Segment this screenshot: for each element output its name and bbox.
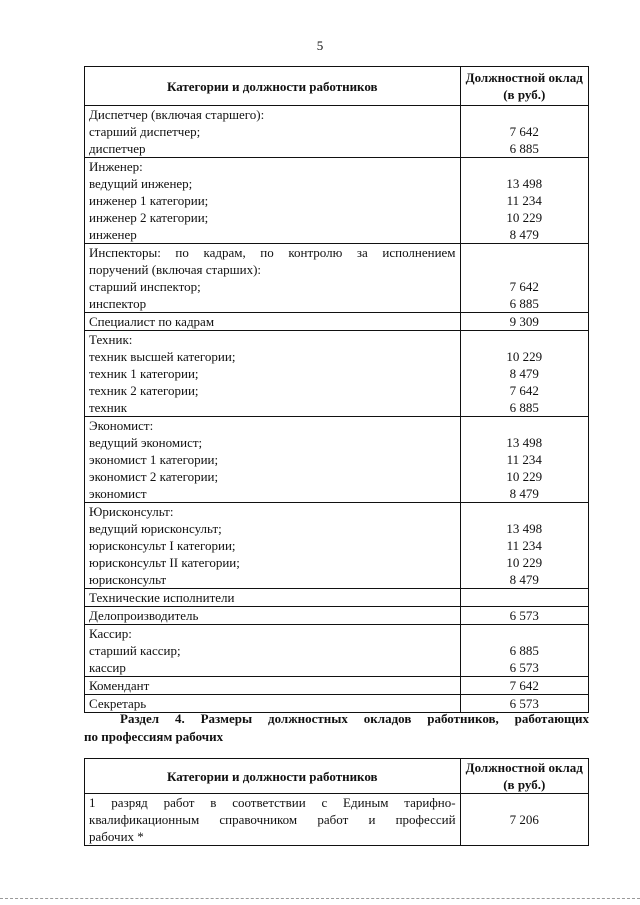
- row-label: [85, 794, 461, 846]
- item-value: 7 642: [509, 383, 539, 398]
- item-label: ведущий инженер;: [89, 176, 193, 191]
- item-label: техник высшей категории;: [89, 349, 236, 364]
- item-label: старший инспектор;: [89, 279, 201, 294]
- row-label: [85, 625, 461, 677]
- item-label: экономист: [89, 486, 147, 501]
- header-category: Категории и должности работников: [85, 759, 461, 794]
- footer-divider: [0, 898, 640, 899]
- item-value: 6 885: [509, 141, 539, 156]
- item-label: техник 2 категории;: [89, 383, 199, 398]
- row-label: [85, 417, 461, 503]
- table-row: [85, 244, 589, 313]
- spacer: [465, 261, 584, 278]
- table-row: [85, 607, 589, 625]
- row-value: [460, 503, 588, 589]
- row-label: [85, 331, 461, 417]
- row-value: [460, 625, 588, 677]
- table-row: [85, 417, 589, 503]
- row-label: [85, 106, 461, 158]
- item-label: инженер 1 категории;: [89, 193, 209, 208]
- item-label: техник 1 категории;: [89, 366, 199, 381]
- spacer: [465, 331, 584, 348]
- row-label-line3: рабочих *: [89, 829, 144, 844]
- row-value: [460, 244, 588, 313]
- row-value: [460, 331, 588, 417]
- item-value: 10 229: [506, 555, 543, 570]
- row-label: [85, 677, 461, 695]
- item-value: 10 229: [506, 210, 543, 225]
- header-salary: Должностной оклад (в руб.): [460, 67, 588, 106]
- header-salary: Должностной оклад (в руб.): [460, 759, 588, 794]
- row-value: [460, 607, 588, 625]
- item-label: старший кассир;: [89, 643, 181, 658]
- item-value: 11 234: [506, 452, 542, 467]
- item-value: 7 642: [509, 279, 539, 294]
- salary-table-workers: [84, 758, 589, 846]
- spacer: [465, 106, 584, 123]
- item-value: 13 498: [506, 435, 543, 450]
- row-label: [85, 244, 461, 313]
- table-row: [85, 313, 589, 331]
- row-value: 7 206: [460, 794, 588, 846]
- table-body: [85, 106, 589, 713]
- page-number: 5: [316, 38, 324, 53]
- item-value: 13 498: [506, 176, 543, 191]
- item-value: 8 479: [509, 572, 539, 587]
- item-value: 9 309: [509, 314, 539, 329]
- group-title: Экономист:: [89, 418, 154, 433]
- item-label: инспектор: [89, 296, 147, 311]
- item-value: 10 229: [506, 469, 543, 484]
- group-title: Кассир:: [89, 626, 132, 641]
- salary-table-employees: [84, 66, 589, 713]
- group-title: Юрисконсульт:: [89, 504, 174, 519]
- spacer: [465, 589, 584, 606]
- item-value: 7 642: [509, 678, 539, 693]
- spacer: [465, 244, 584, 261]
- item-value: 6 573: [509, 696, 539, 711]
- spacer: [465, 417, 584, 434]
- group-title: Инженер:: [89, 159, 143, 174]
- spacer: [465, 158, 584, 175]
- group-title: Инспекторы: по кадрам, по контролю за исполнением: [89, 245, 456, 260]
- item-value: 6 885: [509, 643, 539, 658]
- item-label: Технические исполнители: [89, 590, 235, 605]
- item-label: Специалист по кадрам: [89, 314, 215, 329]
- row-label: [85, 607, 461, 625]
- group-title: Диспетчер (включая старшего):: [89, 107, 265, 122]
- table-row: [85, 503, 589, 589]
- row-value: [460, 158, 588, 244]
- item-label: ведущий экономист;: [89, 435, 203, 450]
- group-title: Техник:: [89, 332, 133, 347]
- row-value: [460, 106, 588, 158]
- item-label: Секретарь: [89, 696, 147, 711]
- table-row: [85, 625, 589, 677]
- table-row: [85, 106, 589, 158]
- table-row: [85, 794, 589, 846]
- item-value: 6 885: [509, 296, 539, 311]
- item-value: 11 234: [506, 538, 542, 553]
- row-label: [85, 589, 461, 607]
- item-label: инженер 2 категории;: [89, 210, 209, 225]
- item-label: кассир: [89, 660, 126, 675]
- table-header-row: [85, 67, 589, 106]
- item-value: 8 479: [509, 366, 539, 381]
- section-heading-line2: по профессиям рабочих: [84, 729, 224, 744]
- spacer: [465, 503, 584, 520]
- item-label: техник: [89, 400, 128, 415]
- item-label: юрисконсульт I категории;: [89, 538, 236, 553]
- row-value: [460, 313, 588, 331]
- table-row: [85, 158, 589, 244]
- item-value: 6 573: [509, 660, 539, 675]
- item-label: экономист 1 категории;: [89, 452, 219, 467]
- item-value: 13 498: [506, 521, 543, 536]
- item-value: 10 229: [506, 349, 543, 364]
- row-value: [460, 417, 588, 503]
- group-title-cont: поручений (включая старших):: [89, 262, 262, 277]
- row-label: [85, 313, 461, 331]
- row-label: [85, 503, 461, 589]
- table-row: [85, 331, 589, 417]
- item-value: 6 573: [509, 608, 539, 623]
- item-label: юрисконсульт: [89, 572, 167, 587]
- item-label: диспетчер: [89, 141, 146, 156]
- item-value: 6 885: [509, 400, 539, 415]
- row-value: [460, 589, 588, 607]
- item-label: юрисконсульт II категории;: [89, 555, 240, 570]
- item-label: экономист 2 категории;: [89, 469, 219, 484]
- row-value: [460, 677, 588, 695]
- header-category: Категории и должности работников: [85, 67, 461, 106]
- item-value: 7 642: [509, 124, 539, 139]
- row-label: [85, 158, 461, 244]
- item-label: старший диспетчер;: [89, 124, 201, 139]
- item-label: инженер: [89, 227, 137, 242]
- table-header-row: [85, 759, 589, 794]
- item-label: ведущий юрисконсульт;: [89, 521, 222, 536]
- row-label-line2: квалификационным справочником работ и профессий: [89, 812, 456, 827]
- item-value: 8 479: [509, 227, 539, 242]
- item-label: Делопроизводитель: [89, 608, 199, 623]
- table-row: [85, 677, 589, 695]
- section-heading: [84, 710, 589, 746]
- item-value: 8 479: [509, 486, 539, 501]
- item-value: 11 234: [506, 193, 542, 208]
- spacer: [465, 625, 584, 642]
- table-row: [85, 589, 589, 607]
- row-label-line1: 1 разряд работ в соответствии с Единым тарифно-: [89, 795, 456, 810]
- section-heading-line1: Раздел 4. Размеры должностных окладов работников, работающих: [120, 711, 589, 726]
- item-label: Комендант: [89, 678, 150, 693]
